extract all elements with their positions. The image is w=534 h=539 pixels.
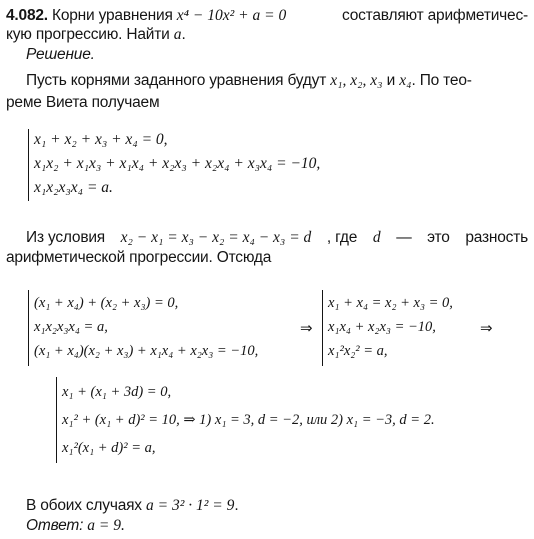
- problem-line-1: [6, 6, 528, 25]
- problem-equation: x⁴ − 10x² + a = 0: [176, 7, 287, 24]
- para2-d: d: [372, 229, 381, 246]
- system3-eq-1: x₁ + x₄ = x₂ + x₃ = 0,: [328, 295, 453, 311]
- vieta-system: [34, 128, 320, 200]
- system4-eq-3: x₁²(x₁ + d)² = a,: [62, 440, 156, 456]
- answer-line: [26, 516, 528, 535]
- solution-label: Решение.: [26, 46, 95, 63]
- system2-eq-1: (x₁ + x₄) + (x₂ + x₃) = 0,: [34, 295, 179, 311]
- problem-line-2: [6, 25, 528, 44]
- para2-line-2: арифметической прогрессии. Отсюда: [6, 249, 272, 266]
- implies-arrow-1: ⇒: [300, 319, 313, 337]
- para1-text-b: . По тео-: [411, 72, 472, 89]
- para2-condition: x₂ − x₁ = x₃ − x₂ = x₄ − x₃ = d: [120, 229, 312, 246]
- problem-dot: .: [181, 26, 186, 43]
- vieta-eq-1: x₁ + x₂ + x₃ + x₄ = 0,: [34, 131, 168, 148]
- para2-from: Из условия: [26, 229, 106, 246]
- answer-label: Ответ:: [26, 517, 84, 534]
- para1-and: и: [386, 72, 396, 89]
- system2-brace: [28, 290, 29, 366]
- problem-number: 4.082.: [6, 7, 48, 24]
- problem-var-a: a: [173, 26, 182, 43]
- system4-brace: [56, 377, 57, 463]
- system2-eq-2: x₁x₂x₃x₄ = a,: [34, 319, 108, 335]
- system4-eq-2: x₁² + (x₁ + d)² = 10, ⇒ 1) x₁ = 3, d = −2, или 2) x₁ = −3, d = 2.: [62, 412, 435, 428]
- implies-arrow-2: ⇒: [480, 319, 493, 337]
- conclusion-line: [26, 496, 528, 515]
- para1-text-a: Пусть корнями заданного уравнения будут: [26, 72, 327, 89]
- problem-text-a: Корни уравнения: [52, 7, 173, 24]
- system2: [34, 291, 258, 363]
- para1-roots: x₁, x₂, x₃: [330, 72, 383, 89]
- para1-x4: x₄: [399, 72, 412, 89]
- para2-diff: разность: [465, 229, 528, 246]
- system3-eq-3: x₁²x₂² = a,: [328, 343, 388, 359]
- problem-text-c: кую прогрессию. Найти: [6, 26, 170, 43]
- para1-line-2: реме Виета получаем: [6, 94, 160, 111]
- system2-eq-3: (x₁ + x₄)(x₂ + x₃) + x₁x₄ + x₂x₃ = −10,: [34, 343, 259, 359]
- conclusion-text: В обоих случаях: [26, 497, 142, 514]
- conclusion-dot: .: [234, 497, 239, 514]
- system3-brace: [322, 290, 323, 366]
- vieta-brace: [28, 129, 29, 201]
- vieta-eq-3: x₁x₂x₃x₄ = a.: [34, 179, 113, 196]
- system3-eq-2: x₁x₄ + x₂x₃ = −10,: [328, 319, 436, 335]
- para2-where: , где: [326, 229, 358, 246]
- answer-value: a = 9.: [87, 517, 125, 534]
- conclusion-formula: a = 3² · 1² = 9: [145, 497, 235, 514]
- para1-line-1: [26, 71, 528, 90]
- para2-line-1: [26, 228, 528, 247]
- problem-text-b: составляют арифметичес-: [341, 7, 528, 24]
- vieta-eq-2: x₁x₂ + x₁x₃ + x₁x₄ + x₂x₃ + x₂x₄ + x₃x₄ = −10,: [34, 155, 321, 172]
- para2-this: это: [427, 229, 450, 246]
- system3: [328, 291, 453, 363]
- para2-dash: —: [396, 229, 412, 246]
- system4: [62, 378, 435, 462]
- system4-eq-1: x₁ + (x₁ + 3d) = 0,: [62, 384, 172, 400]
